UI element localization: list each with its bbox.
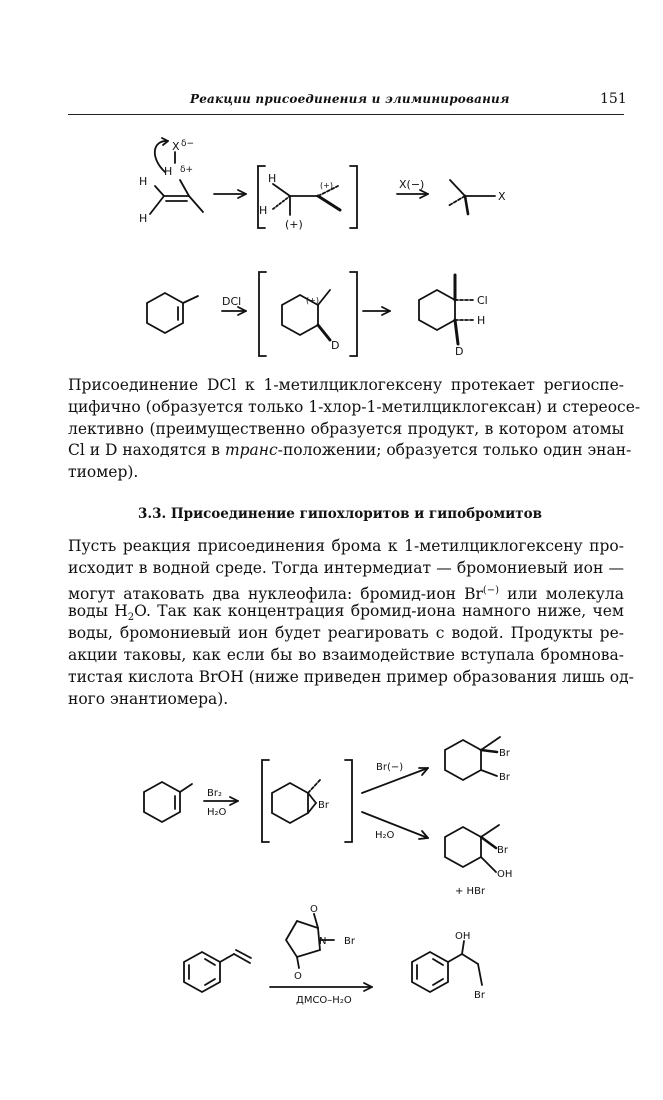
bond — [180, 180, 189, 196]
bond — [155, 186, 164, 196]
svg-text:δ−: δ− — [181, 139, 195, 149]
bond — [189, 196, 203, 212]
reagent-h2o: H₂O — [207, 807, 227, 818]
svg-text:H: H — [164, 165, 173, 178]
svg-text:Br: Br — [499, 748, 510, 759]
bracket-left — [258, 166, 268, 228]
label: X — [172, 140, 180, 153]
byproduct-hbr: + HBr — [455, 886, 486, 897]
svg-text:(+): (+) — [285, 218, 303, 231]
svg-text:N: N — [319, 936, 327, 947]
svg-text:OH: OH — [455, 931, 471, 942]
svg-text:D: D — [455, 345, 464, 358]
svg-text:H₂O: H₂O — [375, 830, 395, 841]
scheme-hx-addition — [0, 130, 663, 260]
svg-text:H: H — [139, 212, 148, 225]
reagent-br2: Br₂ — [207, 788, 222, 799]
reagent-dcl: DCl — [222, 295, 242, 308]
paragraph-bromination: Пусть реакция присоединения брома к 1-метилциклогексену про- исходит в водной среде. Тогда интермедиат — бромониевый ион — могут атаковать два нуклеофила: бромид-ион Br(−) или молекула воды $H_2O$. Так как концентрация бромид-иона намного ниже, чем воды, бромониевый ион будет реагировать с водой. Продукты ре- акции таковы, как если бы во взаимодействие вступала бромнова- тистая кислота BrOH (ниже приведен пример образования лишь од- ного энантиомера). — [68, 537, 634, 708]
svg-text:Br(−): Br(−) — [376, 762, 404, 773]
scheme-bromohydrin — [0, 725, 663, 895]
svg-text:H: H — [259, 204, 268, 217]
svg-text:(+): (+) — [320, 181, 333, 190]
scheme-nbs — [0, 900, 663, 1020]
svg-text:O: O — [310, 904, 318, 915]
svg-text:OH: OH — [497, 869, 513, 880]
page-number: 151 — [600, 91, 627, 107]
italic-trans: транс — [224, 441, 278, 460]
conditions-dmso: ДМСО–H₂O — [296, 995, 352, 1006]
bond — [150, 196, 164, 214]
svg-text:Br: Br — [318, 800, 329, 811]
bracket-right — [350, 166, 357, 228]
svg-text:X: X — [498, 190, 506, 203]
header-rule — [68, 114, 624, 115]
svg-text:Br: Br — [499, 772, 510, 783]
svg-text:Br: Br — [344, 936, 355, 947]
running-title: Реакции присоединения и элиминирования — [190, 92, 510, 106]
svg-text:(+): (+) — [306, 296, 319, 305]
svg-text:Br: Br — [497, 845, 508, 856]
svg-text:δ+: δ+ — [180, 165, 194, 175]
svg-text:Br: Br — [474, 990, 485, 1001]
svg-text:O: O — [294, 971, 302, 982]
section-heading: 3.3. Присоединение гипохлоритов и гипобромитов — [138, 506, 543, 522]
svg-text:X(−): X(−) — [399, 178, 425, 191]
svg-text:H: H — [268, 172, 277, 185]
svg-text:H: H — [139, 175, 148, 188]
paragraph-dcl: Присоединение DCl к 1-метилциклогексену протекает региоспе- цифично (образуется только 1-хлор-1-метилциклогексан) и стереосе- лективно (преимущественно образуется продукт, в котором атомы Cl и D находятся в транс-положении; образуется только один энан- тиомер). — [68, 376, 641, 482]
scheme-dcl-addition — [0, 262, 663, 362]
svg-text:Cl: Cl — [477, 294, 488, 307]
svg-text:H: H — [477, 314, 486, 327]
svg-text:D: D — [331, 339, 340, 352]
